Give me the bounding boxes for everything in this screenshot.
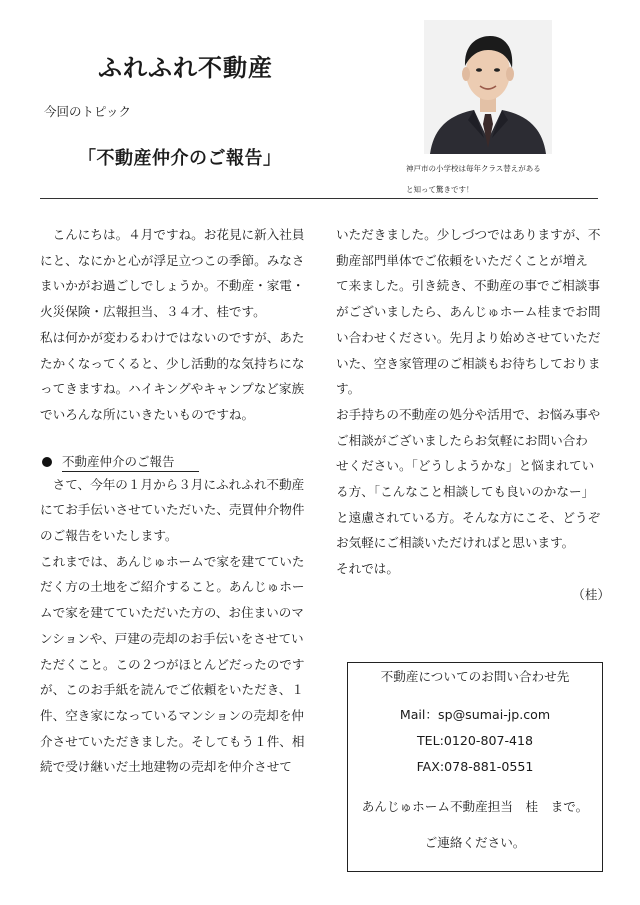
contact-email[interactable]: Mail：sp@sumai-jp.com [399,707,551,722]
newsletter-title: ふれふれ不動産 [98,54,273,82]
caption-line-1: 神戸市の小学校は毎年クラス替えがある [406,164,541,173]
contact-closing: ご連絡ください。 [424,835,526,850]
contact-title: 不動産についてのお問い合わせ先 [380,669,570,684]
section-heading [40,453,322,472]
contact-box [347,662,603,872]
left-column [40,222,322,780]
report-paragraph-1: さて、今年の１月から３月にふれふれ不動産 にてお手伝いさせていただいた、売買仲介物件 のご報告をいたします。 [40,476,305,544]
bullet-icon [42,457,52,467]
report-paragraph-2: これまでは、あんじゅホームで家を建てていた だく方の土地をご紹介すること。あんじゅホー ムで家を建てていただいた方の、お住まいのマ ンションや、戸建の売却のお手伝いをさせてい ただくこと。この２つがほとんどだったのです が、このお手紙を読んでご依頼をいただき、１ 件、空き家になっているマンションの売却を仲 介させていただきました。そしてもう１件、相 続で受け継いだ土地建物の売却を仲介させて [40,553,305,775]
right-column [336,222,612,608]
contact-phone[interactable]: TEL:0120-807-418 [416,733,534,748]
section-heading-text: 不動産仲介のご報告 [62,453,199,472]
contact-person: あんじゅホーム不動産担当 桂 まで。 [361,799,589,814]
staff-photo [424,20,552,154]
closing-text: それでは。 [336,561,399,577]
photo-caption [406,158,606,200]
topic-title: 「不動産仲介のご報告」 [78,148,282,169]
header-divider [40,198,598,199]
intro-paragraph: こんにちは。４月ですね。お花見に新入社員 にと、なにかと心が浮足立つこの季節。みなさ まいかがお過ごしでしょうか。不動産・家電・ 火災保険・広報担当、３４才、桂です。 [40,227,305,320]
caption-line-2: と知って驚きです！ [406,185,474,194]
consultation-paragraph: お手持ちの不動産の処分や活用で、お悩み事や ご相談がございましたらお気軽にお問い合わ せください。「どうしようかな」と悩まれてい る方、「こんなこと相談しても良いのかなー」 と遠慮されている方。そんな方にこそ、どうぞ お気軽にご相談いただければと思います。 [336,406,601,551]
signature: （桂） [572,586,610,602]
spacer [40,428,322,453]
continuation-paragraph: いただきました。少しづつではありますが、不 動産部門単体でご依頼をいただくことが増え て来ました。引き続き、不動産の事でご相談事 がございましたら、あんじゅホーム桂までお問 い合わせください。先月より始めさせていただ いた、空き家管理のご相談もお待ちしておりま す。 [336,227,601,397]
intro-paragraph-2: 私は何かが変わるわけではないのですが、あた たかくなってくると、少し活動的な気持ちにな ってきますね。ハイキングやキャンプなど家族 でいろんな所にいきたいものですね。 [40,329,305,422]
topic-label: 今回のトピック [44,104,132,119]
contact-fax: FAX:078-881-0551 [416,759,534,774]
